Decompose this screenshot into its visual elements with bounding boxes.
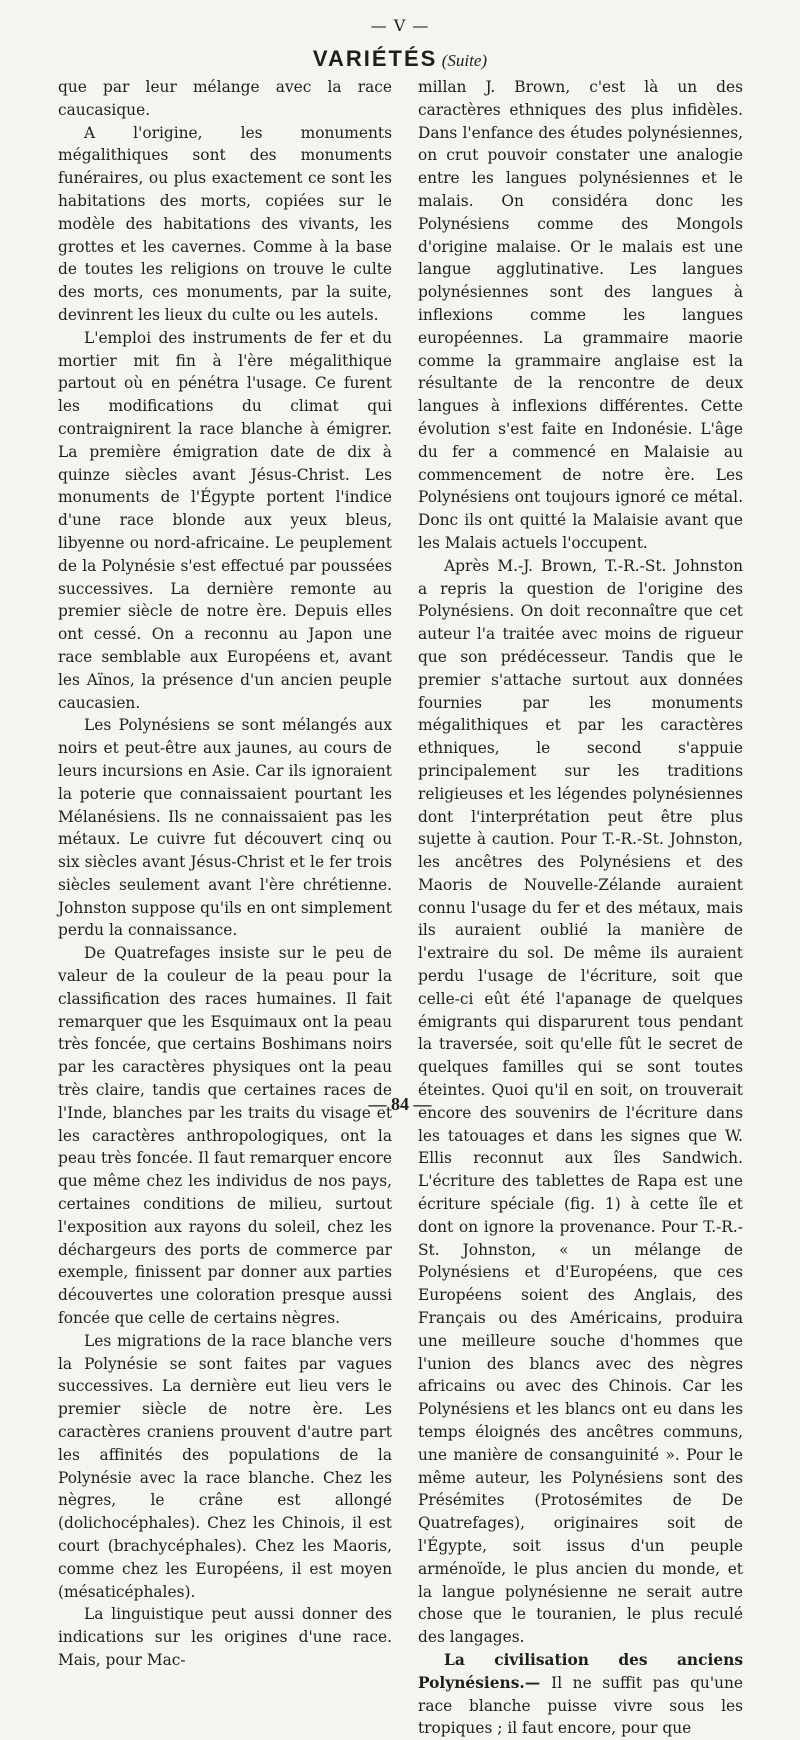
paragraph: que par leur mélange avec la race caucasique. (58, 78, 392, 119)
paragraph: Après M.-J. Brown, T.-R.-St. Johnston a repris la question de l'origine des Polynésiens. On doit reconnaître que cet auteur l'a traitée avec moins de rigueur que son prédécesseur. Tandis que le premier s'attache surtout aux données fournies par les monuments mégalithiques et par les caractères ethniques, le second s'appuie principalement sur les traditions religieuses et les légendes polynésiennes dont l'interprétation peut être plus sujette à caution. Pour T.-R.-St. Johnston, les ancêtres des Polynésiens et des Maoris de Nouvelle-Zélande auraient connu l'usage du fer et des métaux, mais ils auraient oublié la manière de l'extraire du sol. De même ils auraient perdu l'usage de l'écriture, soit que celle-ci eût été l'apanage de quelques émigrants qui disparurent tous pendant la traversée, soit qu'elle fût le secret de quelques familles qui se sont toutes éteintes. Quoi qu'il en soit, on trouverait encore des souvenirs de l'écriture dans les tatouages et dans les signes que W. Ellis reconnut aux îles Sandwich. L'écriture des tablettes de Rapa est une écriture spéciale (fig. 1) à cette île et dont on ignore la provenance. Pour T.-R.-St. Johnston, « un mélange de Polynésiens et d'Européens, que ces Européens soient des Anglais, des Français ou des Américains, produira une meilleure souche d'hommes que l'union des blancs avec des nègres africains ou avec des Chinois. Car les Polynésiens et les blancs ont eu dans les temps éloignés des ancêtres communs, une manière de consanguinité ». Pour le même auteur, les Polynésiens sont des Présémites (Protosémites de De Quatrefages), originaires soit de l'Égypte, soit issus d'un peuple arménoïde, le plus ancien du monde, et la langue polynésienne ne serait autre chose que le touranien, le plus reculé des langages. (418, 556, 743, 1647)
section-heading-paragraph (418, 1649, 743, 1740)
page-roman-numeral: — V — (370, 16, 430, 35)
paragraph: Les Polynésiens se sont mélangés aux noirs et peut-être aux jaunes, au cours de leurs incursions en Asie. Car ils ignoraient la poterie que connaissaient pourtant les Mélanésiens. Ils ne connaissaient pas les métaux. Le cuivre fut découvert cinq ou six siècles avant Jésus-Christ et le fer trois siècles seulement avant l'ère chrétienne. Johnston suppose qu'ils en ont simplement perdu la connaissance. (58, 716, 392, 940)
section-heading: La civilisation des anciens Polynésiens.— (418, 1650, 743, 1692)
paragraph: A l'origine, les monuments mégalithiques sont des monuments funéraires, ou plus exactement ce sont les habitations des morts, copiées sur le modèle des habitations des vivants, les grottes et les cavernes. Comme à la base de toutes les religions on trouve le culte des morts, ces monuments, par la suite, devinrent les lieux du culte ou les autels. (58, 123, 392, 324)
title-suite: (Suite) (441, 51, 488, 70)
paragraph: millan J. Brown, c'est là un des caractères ethniques des plus infidèles. Dans l'enfance des études polynésiennes, on crut pouvoir constater une analogie entre les langues polynésiennes et le malais. On considéra donc les Polynésiens comme des Mongols d'origine malaise. Or le malais est une langue agglutinative. Les langues polynésiennes sont des langues à inflexions comme les langues européennes. La grammaire maorie comme la grammaire anglaise est la résultante de la rencontre de deux langues à inflexions différentes. Cette évolution s'est faite en Indonésie. L'âge du fer a commencé en Malaisie au commencement de notre ère. Les Polynésiens ont toujours ignoré ce métal. Donc ils ont quitté la Malaisie avant que les Malais actuels l'occupent. (418, 78, 743, 552)
paragraph: Les migrations de la race blanche vers la Polynésie se sont faites par vagues successives. La dernière eut lieu vers le premier siècle de notre ère. Les caractères craniens prouvent d'autre part les affinités des populations de la Polynésie avec la race blanche. Chez les nègres, le crâne est allongé (dolichocéphales). Chez les Chinois, il est court (brachycéphales). Chez les Maoris, comme chez les Européens, il est moyen (mésaticéphales). (58, 1331, 392, 1601)
paragraph: L'emploi des instruments de fer et du mortier mit fin à l'ère mégalithique partout où en pénétra l'usage. Ce furent les modifications du climat qui contraignirent la race blanche à émigrer. La première émigration date de dix à quinze siècles avant Jésus-Christ. Les monuments de l'Égypte portent l'indice d'une race blonde aux yeux bleus, libyenne ou nord-africaine. Le peuplement de la Polynésie s'est effectué par poussées successives. La dernière remonte au premier siècle de notre ère. Depuis elles ont cessé. On a reconnu au Japon une race semblable aux Européens et, avant les Aïnos, la présence d'un ancien peuple caucasien. (58, 328, 392, 712)
title-main: VARIÉTÉS (312, 46, 438, 71)
section-text: Il ne suffit pas qu'une race blanche puisse vivre sous les tropiques ; il faut encore, pour que (418, 1673, 743, 1738)
paragraph: De Quatrefages insiste sur le peu de valeur de la couleur de la peau pour la classification des races humaines. Il fait remarquer que les Esquimaux ont la peau très foncée, que certains Boshimans noirs par les caractères physiques ont la peau très claire, tandis que certaines races de l'Inde, blanches par les traits du visage et les caractères anthropologiques, ont la peau très foncée. Il faut remarquer encore que même chez les individus de nos pays, certaines conditions de milieu, surtout l'exposition aux rayons du soleil, chez les déchargeurs des ports de commerce par exemple, finissent par donner aux parties découvertes une coloration presque aussi foncée que celle de certains nègres. (58, 944, 392, 1328)
left-column (58, 76, 392, 1669)
page-number: — 84 — (368, 1094, 432, 1114)
section-title (0, 46, 800, 72)
right-column (418, 76, 743, 1738)
paragraph: La linguistique peut aussi donner des indications sur les origines d'une race. Mais, pour Mac- (58, 1605, 392, 1669)
